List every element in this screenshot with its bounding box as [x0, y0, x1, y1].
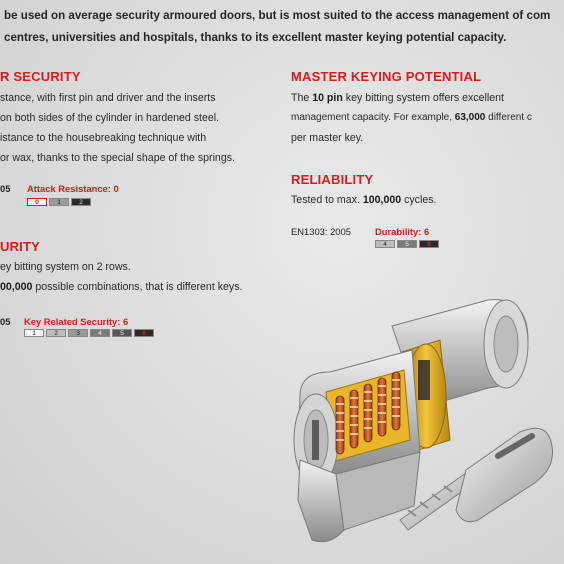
rating-box: 4	[90, 329, 110, 337]
master-line-1b: 10 pin	[312, 92, 343, 104]
rating-box: 0	[27, 198, 47, 206]
pin	[392, 372, 400, 430]
combinations-text: possible combinations, that is different keys.	[32, 281, 243, 293]
master-line-2a: management capacity. For example,	[291, 112, 455, 123]
security-standard: 05	[0, 183, 11, 194]
rating-box: 3	[68, 329, 88, 337]
rating-box: 6	[419, 240, 439, 248]
rating-box: 2	[46, 329, 66, 337]
reliability-standard: EN1303: 2005	[291, 226, 351, 237]
security-line-1: stance, with first pin and driver and the inserts	[0, 92, 216, 104]
master-line-1c: key bitting system offers excellent	[342, 92, 504, 104]
rating-box: 1	[24, 329, 44, 337]
key-security-line-1: ey bitting system on 2 rows.	[0, 261, 131, 273]
heading-key-security: URITY	[0, 239, 40, 254]
rating-box: 1	[49, 198, 69, 206]
durability-label: Durability: 6	[375, 226, 430, 237]
heading-master-keying: MASTER KEYING POTENTIAL	[291, 69, 482, 84]
intro-line-2: centres, universities and hospitals, thanks to its excellent master keying potential capacity.	[4, 31, 507, 44]
reliability-cycles: 100,000	[362, 194, 402, 206]
reliability-line-1c: cycles.	[401, 194, 437, 206]
master-line-1a: The	[291, 92, 313, 104]
master-line-2b: 63,000	[454, 112, 486, 123]
reliability-line-1a: Tested to max.	[291, 194, 363, 206]
key-security-standard: 05	[0, 316, 11, 327]
rating-box: 2	[71, 198, 91, 206]
heading-security: R SECURITY	[0, 69, 81, 84]
pin	[378, 378, 386, 436]
master-line-2c: different c	[485, 112, 532, 123]
rating-box: 4	[375, 240, 395, 248]
attack-resistance-label: Attack Resistance: 0	[27, 183, 119, 194]
combinations-count: 00,000	[0, 281, 33, 293]
rating-box: 6	[134, 329, 154, 337]
heading-reliability: RELIABILITY	[291, 172, 374, 187]
pin	[364, 384, 372, 442]
security-line-4: or wax, thanks to the special shape of the springs.	[0, 152, 235, 164]
pin	[350, 390, 358, 448]
master-line-3: per master key.	[291, 132, 364, 144]
intro-line-1: be used on average security armoured doors, but is most suited to the access management of com	[4, 9, 551, 22]
rating-box: 5	[112, 329, 132, 337]
key-related-security-label: Key Related Security: 6	[24, 316, 129, 327]
pin	[336, 396, 344, 454]
rating-box: 5	[397, 240, 417, 248]
security-line-2: on both sides of the cylinder in hardened steel.	[0, 112, 220, 124]
security-line-3: istance to the housebreaking technique with	[0, 132, 207, 144]
